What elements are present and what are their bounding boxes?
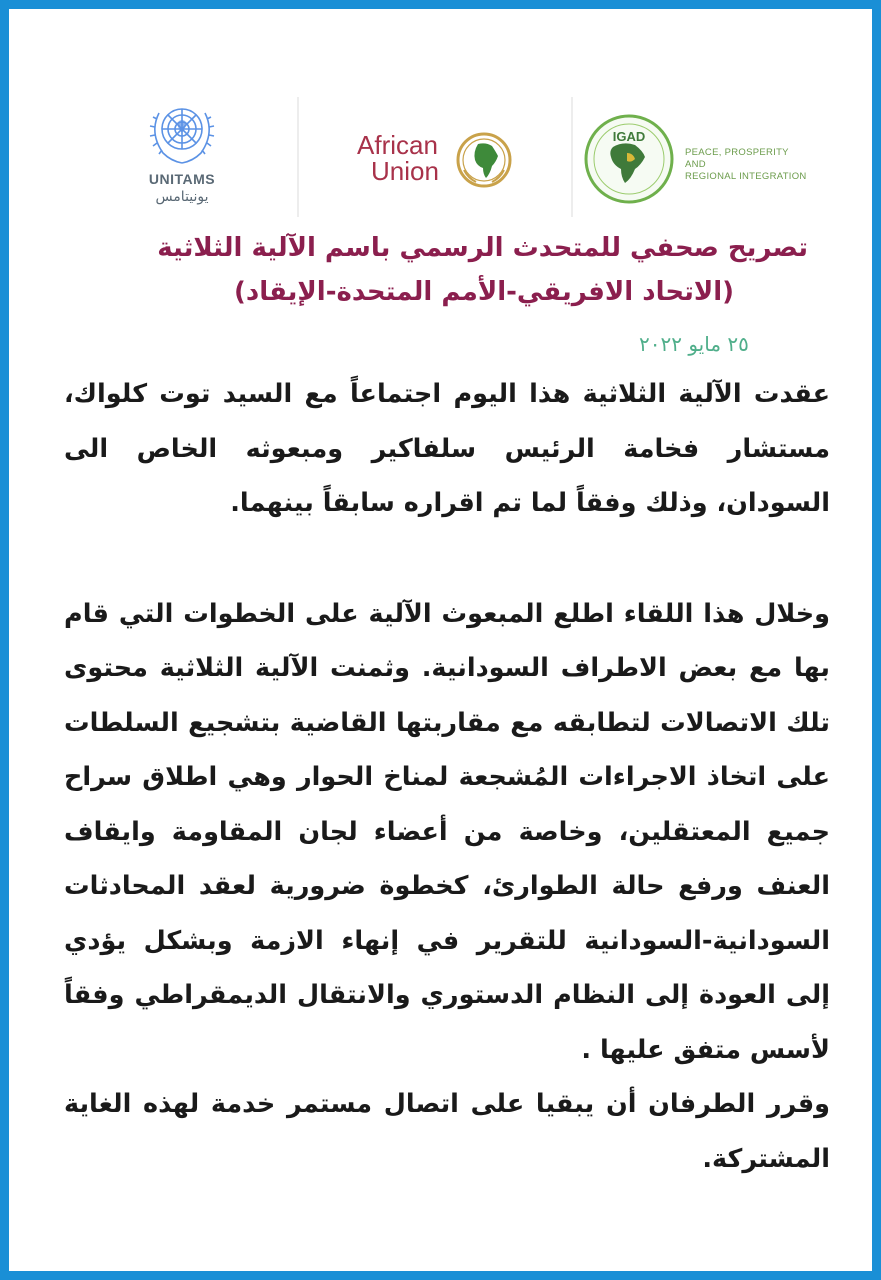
page-title: تصريح صحفي للمتحدث الرسمي باسم الآلية الثلاثية [157, 233, 808, 263]
igad-tagline-line-1: PEACE, PROSPERITY AND [685, 147, 789, 170]
statement-date: ٢٥ مايو ٢٠٢٢ [639, 332, 749, 356]
au-line-2: Union [371, 156, 439, 186]
au-emblem-icon [454, 130, 514, 190]
igad-tagline-line-2: REGIONAL INTEGRATION [685, 171, 807, 182]
page-subtitle: (الاتحاد الافريقي-الأمم المتحدة-الإيقاد) [233, 277, 734, 307]
au-line-1: African [357, 130, 438, 160]
logo-divider [297, 97, 299, 217]
igad-logo [581, 111, 811, 201]
african-union-logo [349, 126, 549, 196]
body-paragraph-3: وقرر الطرفان أن يبقيا على اتصال مستمر خدمة لهذه الغاية المشتركة. [64, 1089, 830, 1174]
statement-body [64, 367, 830, 1186]
un-emblem-icon [141, 99, 223, 171]
logo-bar [9, 91, 881, 221]
igad-label: IGAD [612, 129, 646, 144]
igad-emblem-icon [583, 113, 675, 205]
african-union-wordmark [357, 132, 439, 184]
unitams-logo [137, 91, 227, 205]
logo-divider [571, 97, 573, 217]
igad-tagline [685, 147, 811, 183]
body-paragraph-1: عقدت الآلية الثلاثية هذا اليوم اجتماعاً مع السيد توت كلواك، مستشار فخامة الرئيس سلفاكير ومبعوثه الخاص الى السودان، وذلك وفقاً لما تم اقراره سابقاً بينهما. [64, 379, 830, 518]
body-paragraph-2: وخلال هذا اللقاء اطلع المبعوث الآلية على الخطوات التي قام بها مع بعض الاطراف السودانية. وثمنت الآلية الثلاثية محتوى تلك الاتصالات لتطابقه مع مقاربتها القاضية بتشجيع السلطات على اتخاذ الاجراءات المُشجعة لمناخ الحوار وهي اطلاق سراح جميع المعتقلين، وخاصة من أعضاء لجان المقاومة وايقاف العنف ورفع حالة الطوارئ، كخطوة ضرورية لعقد المحادثات السودانية-السودانية للتقرير في إنهاء الازمة وبشكل يؤدي إلى العودة إلى النظام الدستوري والانتقال الديمقراطي وفقاً لأسس متفق عليها . [64, 598, 830, 1065]
unitams-label: UNITAMS [148, 171, 216, 187]
unitams-arabic-label: يونيتامس [155, 189, 209, 205]
